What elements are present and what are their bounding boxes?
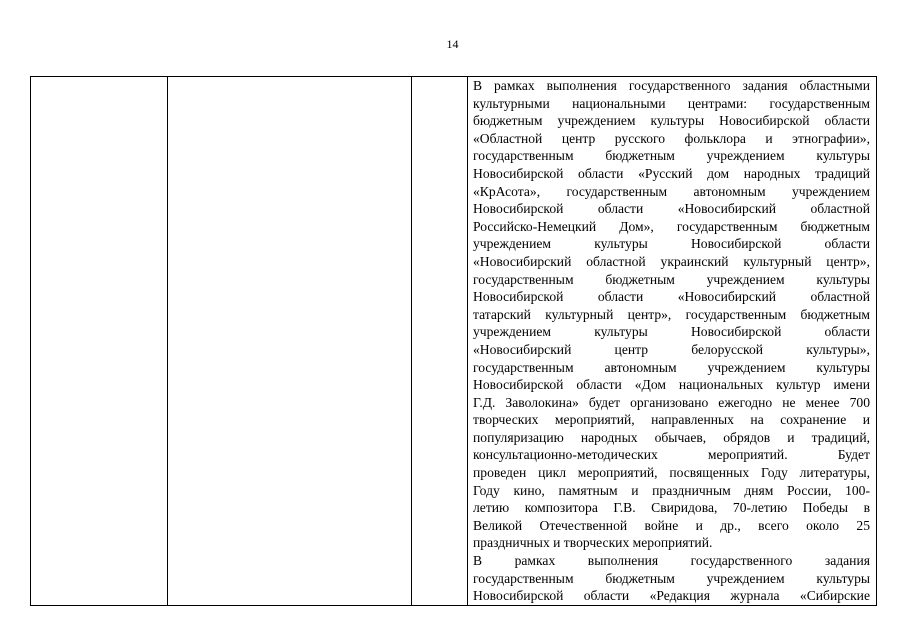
table-cell-description (468, 77, 877, 606)
text-line: татарский культурный центр», государственным бюджетным (473, 306, 870, 322)
text-line: культурными национальными центрами: государственным (473, 95, 870, 111)
text-line: летию композитора Г.В. Свиридова, 70-летию Победы в (473, 500, 870, 516)
text-line: Г.Д. Заволокина» будет организовано ежегодно не менее 700 (473, 394, 870, 410)
text-line: государственным автономным учреждением культуры (473, 359, 870, 375)
text-line: «Новосибирский центр белорусской культуры», (473, 341, 870, 357)
text-line: бюджетным учреждением культуры Новосибирской области (473, 113, 870, 129)
text-line: Новосибирской области «Дом национальных культур имени (473, 377, 870, 393)
text-line: государственным бюджетным учреждением культуры (473, 570, 870, 586)
page-number: 14 (446, 37, 459, 51)
text-line: «КрАсота», государственным автономным учреждением (473, 183, 870, 199)
document-table (30, 76, 877, 606)
text-line: консультационно-методических мероприятий. Будет (473, 447, 870, 463)
text-line: В рамках выполнения государственного задания областными (473, 78, 870, 93)
text-line: творческих мероприятий, направленных на сохранение и (473, 412, 870, 428)
text-line: Российско-Немецкий Дом», государственным бюджетным (473, 218, 870, 234)
table-cell-col2 (168, 77, 412, 606)
text-line: государственным бюджетным учреждением культуры (473, 148, 870, 164)
text-line: Новосибирской области «Новосибирский областной (473, 289, 870, 305)
text-line: популяризацию народных обычаев, обрядов и традиций, (473, 429, 870, 445)
text-line: Новосибирской области «Редакция журнала «Сибирские (473, 588, 870, 604)
table-cell-col1 (31, 77, 168, 606)
text-line: Новосибирской области «Русский дом народных традиций (473, 165, 870, 181)
text-line: «Областной центр русского фольклора и этнографии», (473, 130, 870, 146)
text-line: государственным бюджетным учреждением культуры (473, 271, 870, 287)
table-cell-col3 (412, 77, 468, 606)
text-line: Году кино, памятным и праздничным дням России, 100- (473, 482, 870, 498)
paragraph-journal-editorial (473, 552, 870, 605)
text-line: праздничных и творческих мероприятий. (473, 535, 713, 551)
text-line: учреждением культуры Новосибирской области (473, 236, 870, 252)
table-row (31, 77, 877, 606)
text-line: Великой Отечественной войне и др., всего около 25 (473, 517, 870, 533)
text-line: В рамках выполнения государственного задания (473, 553, 870, 569)
text-line: Новосибирской области «Новосибирский областной (473, 201, 870, 217)
text-line: проведен цикл мероприятий, посвященных Году литературы, (473, 465, 870, 481)
text-line: учреждением культуры Новосибирской области (473, 324, 870, 340)
text-line: «Новосибирский областной украинский культурный центр», (473, 253, 870, 269)
paragraph-state-assignment-centers (473, 77, 870, 552)
